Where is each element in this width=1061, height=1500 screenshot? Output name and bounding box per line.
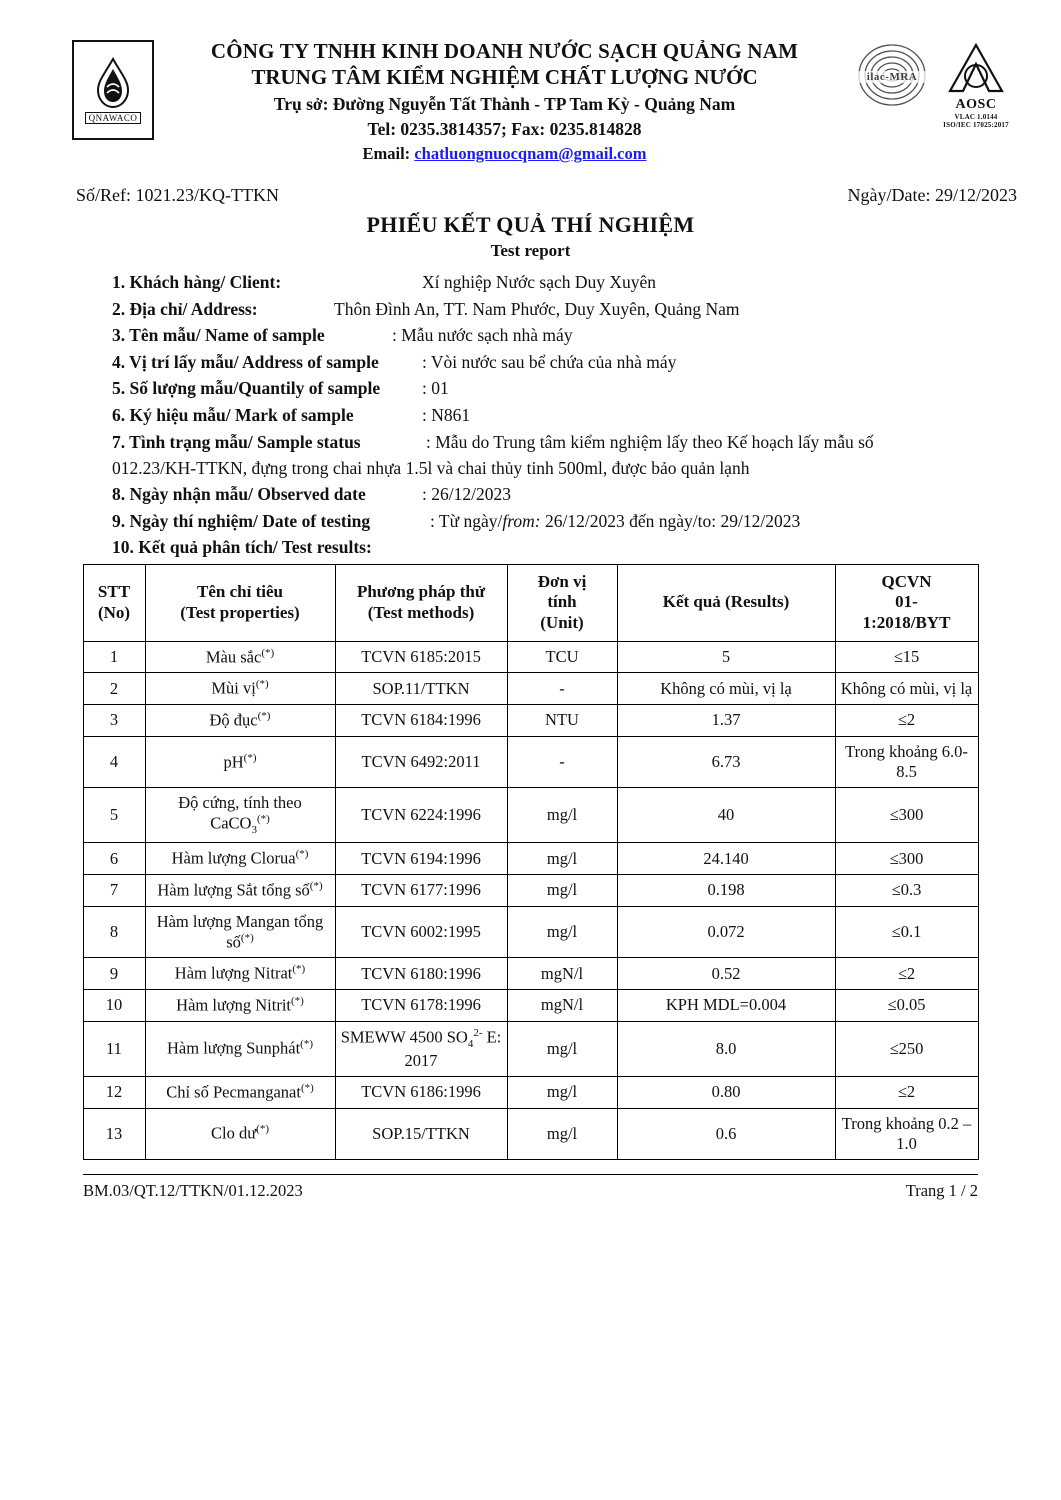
accreditation-marks	[855, 42, 1015, 129]
cell-test-method: TCVN 6186:1996	[335, 1076, 507, 1108]
testing-label: 9. Ngày thí nghiệm/ Date of testing	[112, 511, 371, 532]
th-qcvn: QCVN 01- 1:2018/BYT	[835, 564, 978, 641]
client-label: 1. Khách hàng/ Client:	[112, 272, 282, 293]
quantity-label: 5. Số lượng mẫu/Quantily of sample	[112, 378, 381, 399]
sample-name-label: 3. Tên mẫu/ Name of sample	[112, 325, 325, 346]
cell-qcvn-limit: ≤300	[835, 787, 978, 842]
cell-result: 1.37	[617, 705, 835, 737]
table-row	[83, 787, 978, 842]
observed-value: : 26/12/2023	[422, 484, 511, 505]
table-row	[83, 958, 978, 990]
info-row-observed	[112, 481, 1011, 508]
cell-test-property: Hàm lượng Nitrat(*)	[145, 958, 335, 990]
table-row	[83, 906, 978, 958]
email-link[interactable]: chatluongnuocqnam@gmail.com	[414, 144, 647, 164]
cell-test-property: Độ cứng, tính theo CaCO$_3$(*)	[145, 787, 335, 842]
cell-unit: mg/l	[507, 874, 617, 906]
center-name: TRUNG TÂM KIỂM NGHIỆM CHẤT LƯỢNG NƯỚC	[251, 65, 758, 90]
th-test-methods: Phương pháp thử (Test methods)	[335, 564, 507, 641]
cell-result: 40	[617, 787, 835, 842]
cell-unit: NTU	[507, 705, 617, 737]
cell-qcvn-limit: ≤2	[835, 705, 978, 737]
cell-unit: mg/l	[507, 843, 617, 875]
table-row	[83, 705, 978, 737]
table-row	[83, 736, 978, 787]
testing-prefix: : Từ ngày/	[430, 511, 503, 532]
cell-test-method: SMEWW 4500 $SO_4^{2-}$ E: 2017	[335, 1021, 507, 1076]
cell-test-property: Độ đục(*)	[145, 705, 335, 737]
water-drop-icon	[93, 57, 133, 109]
cell-test-method: TCVN 6178:1996	[335, 989, 507, 1021]
company-name: CÔNG TY TNHH KINH DOANH NƯỚC SẠCH QUẢNG NAM	[210, 39, 799, 63]
th-results: Kết quả (Results)	[617, 564, 835, 641]
cell-test-method: TCVN 6180:1996	[335, 958, 507, 990]
cell-unit: TCU	[507, 641, 617, 673]
status-value-continued: 012.23/KH-TTKN, đựng trong chai nhựa 1.5l và chai thủy tinh 500ml, được bảo quản lạnh	[112, 458, 750, 479]
cell-no: 4	[83, 736, 145, 787]
cell-result: 0.6	[617, 1108, 835, 1159]
table-row	[83, 1021, 978, 1076]
cell-unit: mgN/l	[507, 989, 617, 1021]
cell-qcvn-limit: Trong khoảng 6.0-8.5	[835, 736, 978, 787]
table-header-row	[83, 564, 978, 641]
table-row	[83, 843, 978, 875]
page-footer	[83, 1174, 978, 1201]
email-label: Email:	[362, 144, 411, 164]
cell-test-method: TCVN 6184:1996	[335, 705, 507, 737]
cell-result: 5	[617, 641, 835, 673]
aosc-vlac-code: VLAC 1.0144	[954, 113, 998, 121]
cell-result: 0.52	[617, 958, 835, 990]
cell-qcvn-limit: ≤250	[835, 1021, 978, 1076]
testing-from-label: from:	[502, 511, 541, 532]
table-body	[83, 641, 978, 1159]
cell-result: 0.072	[617, 906, 835, 958]
document-header	[30, 22, 1031, 167]
client-value: Xí nghiệp Nước sạch Duy Xuyên	[422, 272, 657, 293]
info-row-sample-address	[112, 349, 1011, 376]
cell-no: 11	[83, 1021, 145, 1076]
sample-address-label: 4. Vị trí lấy mẫu/ Address of sample	[112, 351, 379, 372]
cell-unit: mgN/l	[507, 958, 617, 990]
testing-to-label: đến ngày/to:	[629, 511, 717, 532]
cell-test-property: Mùi vị(*)	[145, 673, 335, 705]
cell-unit: mg/l	[507, 1108, 617, 1159]
cell-test-method: SOP.15/TTKN	[335, 1108, 507, 1159]
info-row-status	[112, 429, 1011, 456]
info-row-sample-name	[112, 322, 1011, 349]
table-row	[83, 641, 978, 673]
header-text-block	[154, 22, 855, 167]
cell-no: 6	[83, 843, 145, 875]
cell-unit: mg/l	[507, 787, 617, 842]
cell-test-property: Chỉ số Pecmanganat(*)	[145, 1076, 335, 1108]
page-title: PHIẾU KẾT QUẢ THÍ NGHIỆM	[366, 212, 695, 238]
cell-test-method: TCVN 6185:2015	[335, 641, 507, 673]
table-row	[83, 1076, 978, 1108]
cell-result: 6.73	[617, 736, 835, 787]
cell-qcvn-limit: ≤300	[835, 843, 978, 875]
cell-result: Không có mùi, vị lạ	[617, 673, 835, 705]
cell-no: 1	[83, 641, 145, 673]
table-row	[83, 1108, 978, 1159]
phone-fax: Tel: 0235.3814357; Fax: 0235.814828	[367, 118, 642, 139]
testing-to-date: 29/12/2023	[720, 511, 801, 532]
ilac-mra-icon	[855, 42, 929, 108]
testing-from-date: 26/12/2023	[544, 511, 625, 532]
cell-unit: -	[507, 673, 617, 705]
info-row-testing	[112, 508, 1011, 535]
cell-no: 10	[83, 989, 145, 1021]
logo-caption: QNAWACO	[85, 112, 142, 124]
cell-test-method: TCVN 6492:2011	[335, 736, 507, 787]
info-row-mark	[112, 402, 1011, 429]
cell-qcvn-limit: ≤0.1	[835, 906, 978, 958]
cell-result: KPH MDL=0.004	[617, 989, 835, 1021]
table-row	[83, 989, 978, 1021]
report-date: Ngày/Date: 29/12/2023	[847, 185, 1017, 206]
cell-no: 13	[83, 1108, 145, 1159]
testing-value	[430, 508, 800, 535]
cell-result: 0.80	[617, 1076, 835, 1108]
cell-unit: mg/l	[507, 1076, 617, 1108]
sample-info-block	[30, 269, 1031, 535]
mark-label: 6. Ký hiệu mẫu/ Mark of sample	[112, 405, 354, 426]
cell-test-method: SOP.11/TTKN	[335, 673, 507, 705]
table-row	[83, 874, 978, 906]
cell-no: 3	[83, 705, 145, 737]
cell-test-property: pH(*)	[145, 736, 335, 787]
cell-test-method: TCVN 6177:1996	[335, 874, 507, 906]
observed-label: 8. Ngày nhận mẫu/ Observed date	[112, 484, 366, 505]
form-code: BM.03/QT.12/TTKN/01.12.2023	[83, 1180, 303, 1200]
cell-result: 8.0	[617, 1021, 835, 1076]
cell-test-method: TCVN 6194:1996	[335, 843, 507, 875]
status-label: 7. Tình trạng mẫu/ Sample status	[112, 431, 361, 452]
cell-result: 24.140	[617, 843, 835, 875]
page-subtitle: Test report	[490, 241, 571, 261]
cell-test-property: Hàm lượng Nitrit(*)	[145, 989, 335, 1021]
cell-qcvn-limit: ≤0.3	[835, 874, 978, 906]
table-row	[83, 673, 978, 705]
office-address: Trụ sở: Đường Nguyễn Tất Thành - TP Tam Kỳ - Quảng Nam	[273, 93, 736, 114]
sample-name-value: : Mẫu nước sạch nhà máy	[392, 325, 573, 346]
info-row-quantity	[112, 375, 1011, 402]
cell-result: 0.198	[617, 874, 835, 906]
status-value: : Mẫu do Trung tâm kiểm nghiệm lấy theo Kế hoạch lấy mẫu số	[426, 431, 874, 452]
cell-qcvn-limit: ≤0.05	[835, 989, 978, 1021]
cell-test-property: Clo dư(*)	[145, 1108, 335, 1159]
address-label: 2. Địa chỉ/ Address:	[112, 298, 258, 319]
aosc-logo	[937, 42, 1015, 129]
cell-test-property: Hàm lượng Sắt tổng số(*)	[145, 874, 335, 906]
info-row-address	[112, 296, 1011, 323]
cell-qcvn-limit: Trong khoảng 0.2 – 1.0	[835, 1108, 978, 1159]
cell-qcvn-limit: Không có mùi, vị lạ	[835, 673, 978, 705]
cell-unit: mg/l	[507, 906, 617, 958]
results-section-label: 10. Kết quả phân tích/ Test results:	[112, 536, 372, 557]
aosc-name: AOSC	[955, 97, 997, 112]
cell-no: 7	[83, 874, 145, 906]
address-value: Thôn Đình An, TT. Nam Phước, Duy Xuyên, Quảng Nam	[334, 298, 740, 319]
cell-test-property: Hàm lượng Sunphát(*)	[145, 1021, 335, 1076]
mark-value: : N861	[422, 405, 471, 426]
cell-test-method: TCVN 6002:1995	[335, 906, 507, 958]
info-row-client	[112, 269, 1011, 296]
cell-no: 2	[83, 673, 145, 705]
page-number: Trang 1 / 2	[905, 1180, 978, 1200]
ilac-label: ilac-MRA	[855, 71, 929, 83]
cell-no: 5	[83, 787, 145, 842]
cell-unit: mg/l	[507, 1021, 617, 1076]
test-results-table	[83, 564, 979, 1160]
sample-address-value: : Vòi nước sau bể chứa của nhà máy	[422, 351, 677, 372]
aosc-standard: ISO/IEC 17025:2017	[943, 121, 1009, 129]
th-test-properties: Tên chỉ tiêu (Test properties)	[145, 564, 335, 641]
cell-unit: -	[507, 736, 617, 787]
cell-test-property: Hàm lượng Mangan tổng số(*)	[145, 906, 335, 958]
aosc-a-icon	[945, 42, 1007, 94]
cell-test-property: Màu sắc(*)	[145, 641, 335, 673]
report-number: Số/Ref: 1021.23/KQ-TTKN	[76, 185, 279, 206]
cell-no: 9	[83, 958, 145, 990]
reference-row	[30, 185, 1031, 206]
email-line	[154, 142, 855, 167]
quantity-value: : 01	[422, 378, 449, 399]
cell-qcvn-limit: ≤2	[835, 1076, 978, 1108]
th-unit: Đơn vị tính (Unit)	[507, 564, 617, 641]
cell-qcvn-limit: ≤2	[835, 958, 978, 990]
cell-test-method: TCVN 6224:1996	[335, 787, 507, 842]
cell-qcvn-limit: ≤15	[835, 641, 978, 673]
cell-test-property: Hàm lượng Clorua(*)	[145, 843, 335, 875]
cell-no: 8	[83, 906, 145, 958]
th-stt: STT (No)	[83, 564, 145, 641]
cell-no: 12	[83, 1076, 145, 1108]
company-logo	[72, 40, 154, 140]
